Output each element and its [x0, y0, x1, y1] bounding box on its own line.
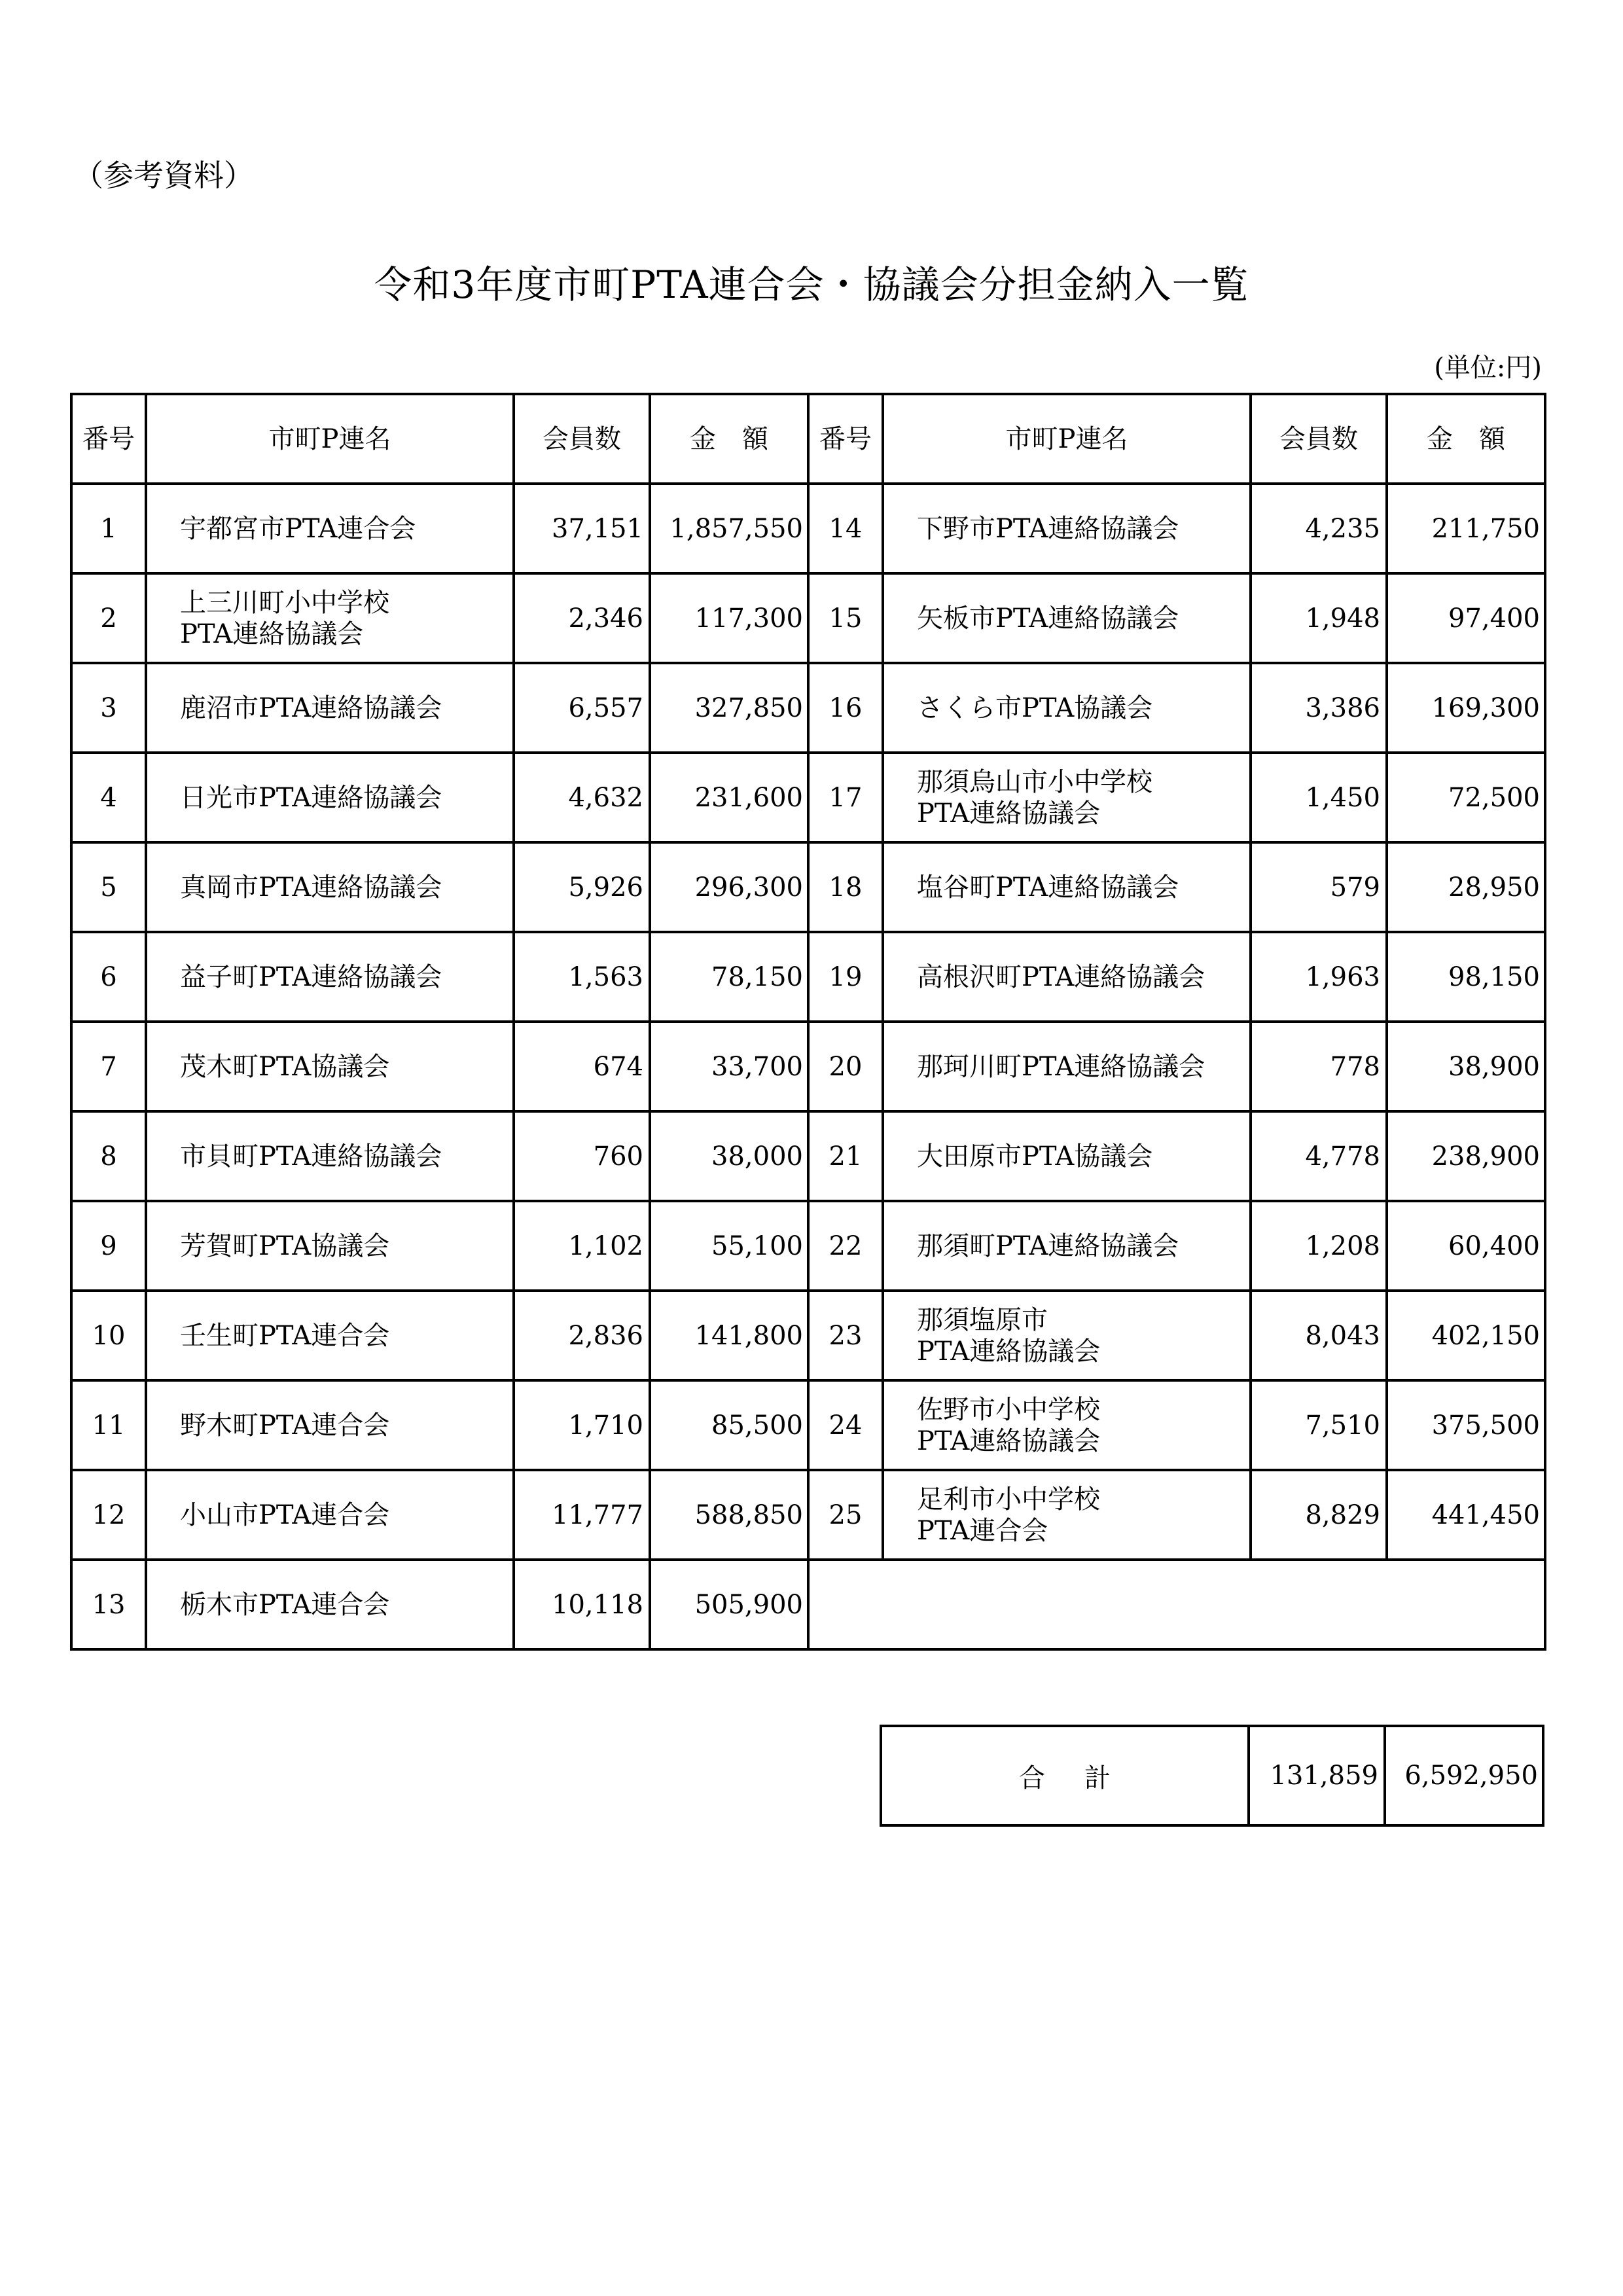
row-name: 下野市PTA連絡協議会 [883, 484, 1251, 573]
row-amount: 38,000 [650, 1111, 808, 1201]
row-name: 野木町PTA連合会 [146, 1380, 514, 1470]
table-row [71, 1380, 1545, 1470]
row-number: 3 [71, 663, 146, 753]
row-name: 佐野市小中学校 PTA連絡協議会 [883, 1380, 1251, 1470]
row-members: 8,043 [1251, 1291, 1387, 1380]
row-members: 674 [514, 1022, 650, 1111]
row-members: 1,102 [514, 1201, 650, 1291]
total-amount: 6,592,950 [1385, 1726, 1543, 1825]
table-row [71, 753, 1545, 842]
row-amount: 38,900 [1387, 1022, 1545, 1111]
row-number: 10 [71, 1291, 146, 1380]
row-amount: 169,300 [1387, 663, 1545, 753]
row-name: 茂木町PTA協議会 [146, 1022, 514, 1111]
row-name: 芳賀町PTA協議会 [146, 1201, 514, 1291]
page-title: 令和3年度市町PTA連合会・協議会分担金納入一覧 [374, 262, 1249, 307]
row-name: 高根沢町PTA連絡協議会 [883, 932, 1251, 1022]
row-amount: 141,800 [650, 1291, 808, 1380]
row-members: 1,948 [1251, 573, 1387, 663]
header-amount: 金 額 [1387, 394, 1545, 484]
row-amount: 98,150 [1387, 932, 1545, 1022]
row-amount: 441,450 [1387, 1470, 1545, 1560]
table-row [71, 484, 1545, 573]
unit-note: (単位:円) [1434, 353, 1542, 383]
table-row [71, 573, 1545, 663]
row-number: 21 [808, 1111, 883, 1201]
row-amount: 1,857,550 [650, 484, 808, 573]
row-name: 市貝町PTA連絡協議会 [146, 1111, 514, 1201]
row-members: 1,563 [514, 932, 650, 1022]
table-row [71, 932, 1545, 1022]
header-members: 会員数 [514, 394, 650, 484]
row-amount: 55,100 [650, 1201, 808, 1291]
row-members: 3,386 [1251, 663, 1387, 753]
row-members: 8,829 [1251, 1470, 1387, 1560]
row-number: 7 [71, 1022, 146, 1111]
row-name: 壬生町PTA連合会 [146, 1291, 514, 1380]
row-members: 579 [1251, 842, 1387, 932]
row-number: 14 [808, 484, 883, 573]
row-name: 鹿沼市PTA連絡協議会 [146, 663, 514, 753]
row-amount: 33,700 [650, 1022, 808, 1111]
table-row [71, 842, 1545, 932]
row-number: 20 [808, 1022, 883, 1111]
row-number: 16 [808, 663, 883, 753]
row-amount: 327,850 [650, 663, 808, 753]
row-name: 矢板市PTA連絡協議会 [883, 573, 1251, 663]
row-members: 1,208 [1251, 1201, 1387, 1291]
row-number: 25 [808, 1470, 883, 1560]
row-number: 15 [808, 573, 883, 663]
header-number: 番号 [71, 394, 146, 484]
row-amount: 117,300 [650, 573, 808, 663]
row-number: 2 [71, 573, 146, 663]
table-row [71, 1201, 1545, 1291]
row-amount: 72,500 [1387, 753, 1545, 842]
row-amount: 588,850 [650, 1470, 808, 1560]
empty-cell [808, 1560, 1545, 1649]
row-name: 塩谷町PTA連絡協議会 [883, 842, 1251, 932]
row-name: 上三川町小中学校 PTA連絡協議会 [146, 573, 514, 663]
row-name: 栃木市PTA連合会 [146, 1560, 514, 1649]
contribution-table [70, 393, 1546, 1651]
row-members: 1,963 [1251, 932, 1387, 1022]
row-members: 778 [1251, 1022, 1387, 1111]
row-name: 那珂川町PTA連絡協議会 [883, 1022, 1251, 1111]
row-name: 真岡市PTA連絡協議会 [146, 842, 514, 932]
row-members: 6,557 [514, 663, 650, 753]
row-amount: 78,150 [650, 932, 808, 1022]
row-amount: 85,500 [650, 1380, 808, 1470]
row-amount: 60,400 [1387, 1201, 1545, 1291]
header-amount: 金 額 [650, 394, 808, 484]
row-number: 24 [808, 1380, 883, 1470]
row-number: 13 [71, 1560, 146, 1649]
row-name: 益子町PTA連絡協議会 [146, 932, 514, 1022]
row-number: 12 [71, 1470, 146, 1560]
row-name: 小山市PTA連合会 [146, 1470, 514, 1560]
header-name: 市町P連名 [883, 394, 1251, 484]
header-number: 番号 [808, 394, 883, 484]
row-members: 5,926 [514, 842, 650, 932]
row-number: 17 [808, 753, 883, 842]
row-name: さくら市PTA協議会 [883, 663, 1251, 753]
row-name: 那須町PTA連絡協議会 [883, 1201, 1251, 1291]
row-members: 4,778 [1251, 1111, 1387, 1201]
row-members: 1,710 [514, 1380, 650, 1470]
total-row [881, 1726, 1543, 1825]
row-number: 5 [71, 842, 146, 932]
row-members: 4,632 [514, 753, 650, 842]
row-number: 23 [808, 1291, 883, 1380]
row-members: 7,510 [1251, 1380, 1387, 1470]
header-members: 会員数 [1251, 394, 1387, 484]
row-amount: 375,500 [1387, 1380, 1545, 1470]
row-amount: 238,900 [1387, 1111, 1545, 1201]
row-name: 大田原市PTA協議会 [883, 1111, 1251, 1201]
row-amount: 505,900 [650, 1560, 808, 1649]
row-members: 11,777 [514, 1470, 650, 1560]
row-members: 1,450 [1251, 753, 1387, 842]
row-number: 18 [808, 842, 883, 932]
row-amount: 211,750 [1387, 484, 1545, 573]
row-members: 10,118 [514, 1560, 650, 1649]
row-number: 22 [808, 1201, 883, 1291]
row-members: 4,235 [1251, 484, 1387, 573]
row-number: 1 [71, 484, 146, 573]
row-members: 2,836 [514, 1291, 650, 1380]
row-amount: 28,950 [1387, 842, 1545, 932]
row-amount: 231,600 [650, 753, 808, 842]
row-members: 760 [514, 1111, 650, 1201]
table-row [71, 1470, 1545, 1560]
reference-label: （参考資料） [73, 158, 254, 193]
table-row [71, 1111, 1545, 1201]
table-row [71, 1560, 1545, 1649]
row-name: 那須塩原市 PTA連絡協議会 [883, 1291, 1251, 1380]
row-number: 9 [71, 1201, 146, 1291]
header-name: 市町P連名 [146, 394, 514, 484]
row-name: 日光市PTA連絡協議会 [146, 753, 514, 842]
total-table [880, 1725, 1544, 1827]
row-members: 37,151 [514, 484, 650, 573]
total-members: 131,859 [1249, 1726, 1385, 1825]
table-row [71, 1291, 1545, 1380]
row-amount: 97,400 [1387, 573, 1545, 663]
row-amount: 402,150 [1387, 1291, 1545, 1380]
row-amount: 296,300 [650, 842, 808, 932]
row-name: 足利市小中学校 PTA連合会 [883, 1470, 1251, 1560]
total-label: 合計 [881, 1726, 1249, 1825]
row-members: 2,346 [514, 573, 650, 663]
row-number: 19 [808, 932, 883, 1022]
table-row [71, 1022, 1545, 1111]
table-header-row [71, 394, 1545, 484]
row-number: 4 [71, 753, 146, 842]
row-name: 宇都宮市PTA連合会 [146, 484, 514, 573]
row-number: 8 [71, 1111, 146, 1201]
row-name: 那須烏山市小中学校 PTA連絡協議会 [883, 753, 1251, 842]
table-row [71, 663, 1545, 753]
row-number: 6 [71, 932, 146, 1022]
row-number: 11 [71, 1380, 146, 1470]
